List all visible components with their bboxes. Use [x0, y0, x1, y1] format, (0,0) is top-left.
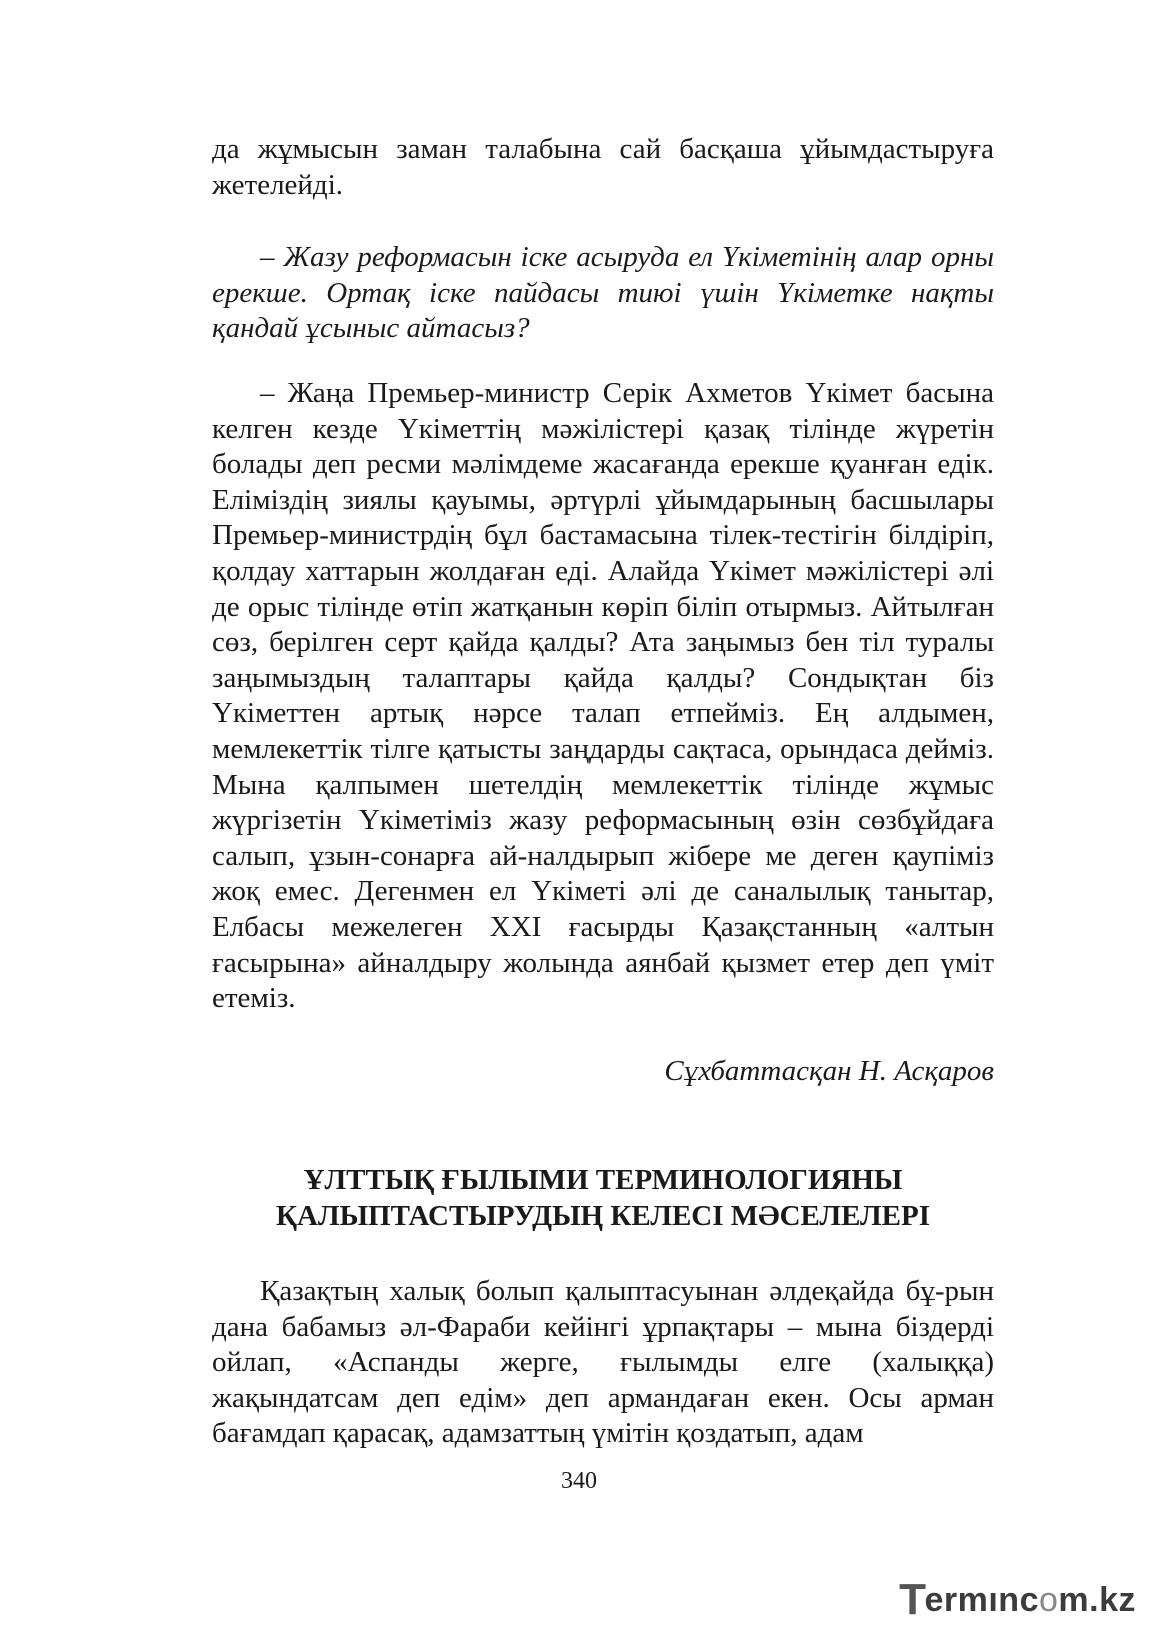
watermark-end: m.kz — [1058, 1580, 1136, 1619]
heading-line-1: ҰЛТТЫҚ ҒЫЛЫМИ ТЕРМИНОЛОГИЯНЫ — [303, 1164, 903, 1196]
site-watermark-logo — [899, 1575, 1136, 1624]
answer-paragraph — [212, 376, 994, 1017]
watermark-t: T — [899, 1575, 927, 1624]
continuation-text: да жұмысын заман талабына сай басқаша ұйымдастыруға жетелейді. — [212, 133, 994, 201]
page-number: 340 — [561, 1468, 597, 1494]
continuation-paragraph — [212, 132, 994, 203]
body-text: Қазақтың халық болып қалыптасуынан әлдеқайда бұ-рын дана бабамыз әл-Фараби кейінгі ұрпақтары – мына біздерді ойлап, «Аспанды жерге, ғылымды елге (халыққа) жақындатсам деп едім» деп армандаған екен. Осы арман бағамдап қарасақ, адамзаттың үмітін қоздатып, адам — [212, 1275, 994, 1450]
question-paragraph — [212, 240, 994, 347]
heading-line-2: ҚАЛЫПТАСТЫРУДЫҢ КЕЛЕСІ МӘСЕЛЕЛЕРІ — [276, 1200, 930, 1232]
magnifier-icon: o — [1038, 1580, 1059, 1619]
answer-text: – Жаңа Премьер-министр Серік Ахметов Үкімет басына келген кезде Үкіметтің мәжілістері қазақ тілінде жүретін болады деп ресми мәлімдеме жасағанда ерекше қуанған едік. Еліміздің зиялы қауымы, әртүрлі ұйымдарының басшылары Премьер-министрдің бұл бастамасына тілек-тестігін білдіріп, қолдау хаттарын жолдаған еді. Алайда Үкімет мәжілістері әлі де орыс тілінде өтіп жатқанын көріп біліп отырмыз. Айтылған сөз, берілген серт қайда қалды? Ата заңымыз бен тіл туралы заңымыздың талаптары қайда қалды? Сондықтан біз Үкіметтен артық нәрсе талап етпейміз. Ең алдымен, мемлекеттік тілге қатысты заңдарды сақтаса, орындаса дейміз. Мына қалпымен шетелдің мемлекеттік тілінде жұмыс жүргізетін Үкіметіміз жазу реформасының өзін сөзбұйдаға салып, ұзын-сонарға ай-налдырып жібере ме деген қаупіміз жоқ емес. Дегенмен ел Үкіметі әлі де саналылық танытар, Елбасы межелеген XXI ғасырды Қазақстанның «алтын ғасырына» айналдыру жолында аянбай қызмет етер деп үміт етеміз. — [212, 377, 994, 1015]
watermark-mid: ermınc — [924, 1580, 1039, 1619]
section-heading — [212, 1162, 994, 1234]
body-paragraph — [212, 1274, 994, 1452]
question-text: – Жазу реформасын іске асыруда ел Үкіметінің алар орны ерекше. Ортақ іске пайдасы тиюі үшін Үкіметке нақты қандай ұсыныс айтасыз? — [212, 241, 994, 345]
signature: Сұхбаттасқан Н. Асқаров — [664, 1055, 994, 1087]
